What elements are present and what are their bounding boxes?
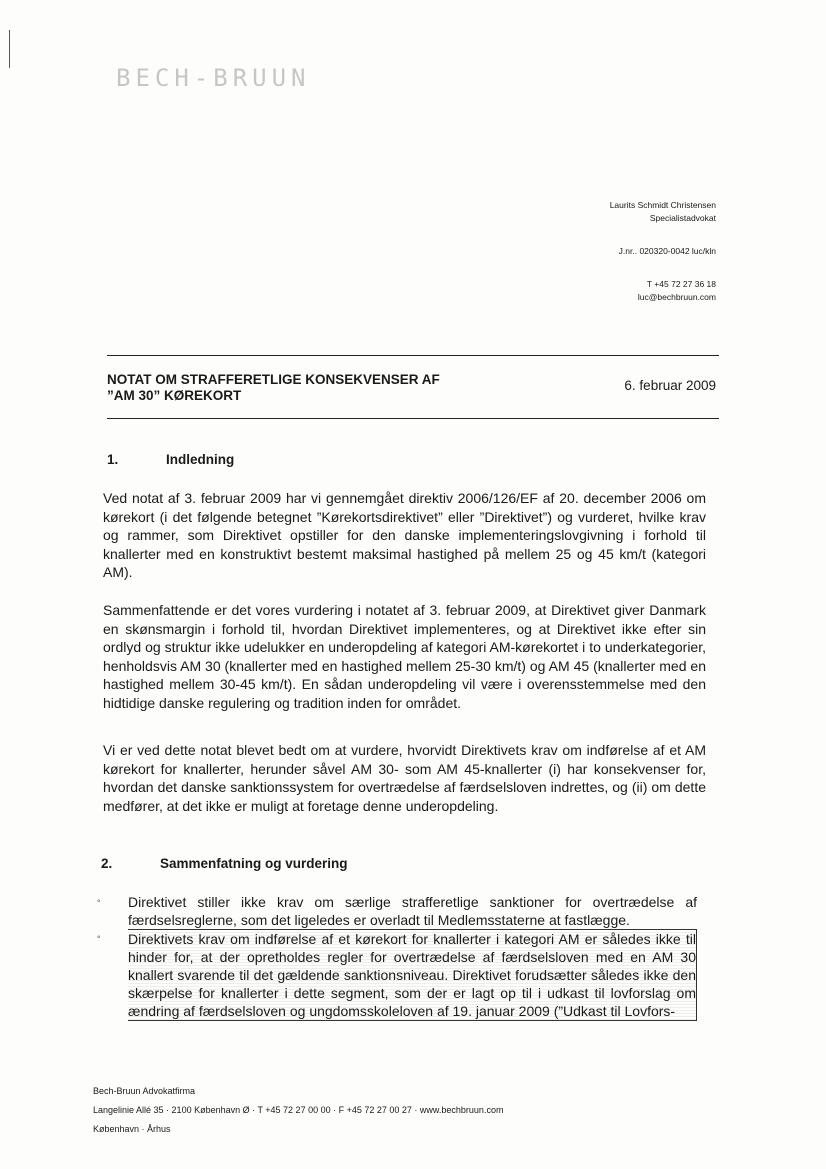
highlighted-text-box: Direktivets krav om indførelse af et kørekort for knallerter i kategori AM er således ikke til hinder for, at der opretholdes regler for overtrædelse af færdselsloven med en AM 30 knallert svarende til det gældende sanktionsniveau. Direktivet forudsætter således ikke den skærpelse for knallerter i dette segment, som der er lagt op til i udkast til lovforslag om ændring af færdselsloven og ungdomsskoleloven af 19. januar 2009 (”Udkast til Lovfors- bbox=[128, 931, 696, 1019]
footer-cities: København · Århus bbox=[93, 1124, 171, 1134]
scan-artifact-line bbox=[9, 30, 10, 68]
section-1-heading: Indledning bbox=[166, 452, 235, 467]
section-2-heading: Sammenfatning og vurdering bbox=[160, 856, 348, 871]
sender-title: Specialistadvokat bbox=[649, 213, 716, 223]
reference-number: J.nr.. 020320-0042 luc/kln bbox=[618, 246, 716, 256]
list-item bbox=[97, 929, 697, 1021]
footer-address: Langelinie Allé 35 · 2100 København Ø · T +45 72 27 00 00 · F +45 72 27 00 27 · www.bechbruun.com bbox=[93, 1105, 504, 1115]
paragraph-3: Vi er ved dette notat blevet bedt om at vurdere, hvorvidt Direktivets krav om indførelse af et AM kørekort for knallerter, herunder såvel AM 30- som AM 45-knallerter (i) har konsekvenser for, hvordan det danske sanktionssystem for overtrædelse af færdselsloven indrettes, og (ii) om dette medfører, at det ikke er muligt at foretage denne underopdeling. bbox=[103, 742, 706, 814]
page-footer bbox=[93, 1082, 503, 1139]
sender-phone: T +45 72 27 36 18 bbox=[646, 279, 716, 289]
bullet-icon: ◦ bbox=[97, 896, 101, 907]
sender-email: luc@bechbruun.com bbox=[637, 292, 716, 302]
paragraph-1: Ved notat af 3. februar 2009 har vi gennemgået direktiv 2006/126/EF af 20. december 2006 om kørekort (i det følgende betegnet ”Kørekortsdirektivet” eller ”Direktivet”) og vurderet, hvilke krav og rammer, som Direktivet opstiller for den danske implementeringslovgivning i forhold til knallerter med en konstruktivt bestemt maksimal hastighed på mellem 25 og 45 km/t (kategori AM). bbox=[103, 490, 706, 581]
paragraph-2: Sammenfattende er det vores vurdering i notatet af 3. februar 2009, at Direktivet giver Danmark en skønsmargin i forhold til, hvordan Direktivet implementeres, og at Direktivet ikke efter sin ordlyd og struktur ikke udelukker en underopdeling af kategori AM-kørekortet i to underkategorier, henholdsvis AM 30 (knallerter med en hastighed mellem 25-30 km/t) og AM 45 (knallerter med en hastighed mellem 30-45 km/t). En sådan underopdeling vil være i overensstemmelse med den hidtidige danske regulering og tradition inden for området. bbox=[103, 602, 706, 711]
bullet-icon: ◦ bbox=[97, 932, 101, 943]
footer-firm: Bech-Bruun Advokatfirma bbox=[93, 1086, 196, 1096]
firm-logo: BECH-BRUUN bbox=[116, 64, 311, 92]
section-1-number: 1. bbox=[107, 452, 119, 467]
list-item: ◦ Direktivet stiller ikke krav om særlige strafferetlige sanktioner for overtrædelse af færdselsreglerne, som det ligeledes er overladt til Medlemsstaterne at fastlægge. bbox=[97, 894, 697, 928]
title-bottom-rule bbox=[107, 418, 719, 419]
document-title: NOTAT OM STRAFFERETLIGE KONSEKVENSER AF ”AM 30” KØREKORT bbox=[107, 372, 440, 403]
sender-name: Laurits Schmidt Christensen bbox=[609, 200, 716, 210]
section-2-number: 2. bbox=[101, 856, 113, 871]
sender-block bbox=[416, 199, 716, 304]
title-top-rule bbox=[107, 355, 719, 356]
document-date: 6. februar 2009 bbox=[624, 378, 716, 393]
bullet-list bbox=[97, 893, 697, 1021]
